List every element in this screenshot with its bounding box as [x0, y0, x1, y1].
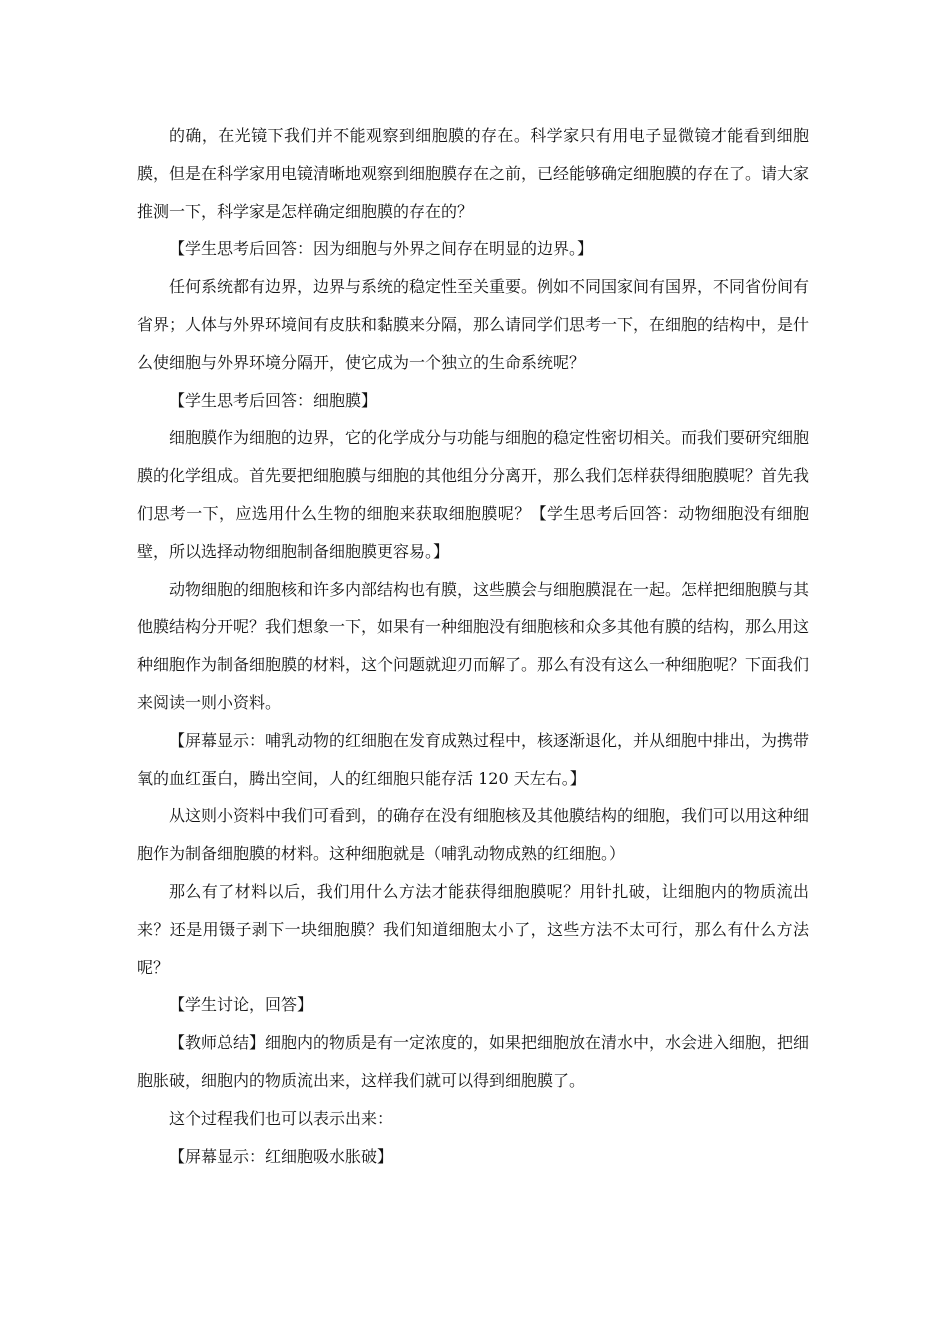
paragraph-student-answer-2: 【学生思考后回答：细胞膜】	[169, 390, 378, 410]
paragraph-screen-display-1: 【屏幕显示：哺乳动物的红细胞在发育成熟过程中，核逐渐退化，并从细胞中排出，为携带氧的血红蛋白，腾出空间，人的红细胞只能存活 120 天左右。】	[137, 730, 810, 788]
paragraph-material: 从这则小资料中我们可看到，的确存在没有细胞核及其他膜结构的细胞，我们可以用这种细胞作为制备细胞膜的材料。这种细胞就是（哺乳动物成熟的红细胞。）	[137, 806, 810, 864]
paragraph-boundary: 任何系统都有边界，边界与系统的稳定性至关重要。例如不同国家间有国界，不同省份间有省界；人体与外界环境间有皮肤和黏膜来分隔，那么请同学们思考一下，在细胞的结构中，是什么使细胞与外界环境分隔开，使它成为一个独立的生命系统呢？	[137, 277, 810, 372]
paragraph-membrane-composition: 细胞膜作为细胞的边界，它的化学成分与功能与细胞的稳定性密切相关。而我们要研究细胞膜的化学组成。首先要把细胞膜与细胞的其他组分分离开，那么我们怎样获得细胞膜呢？首先我们思考一下，应选用什么生物的细胞来获取细胞膜呢？【学生思考后回答：动物细胞没有细胞壁，所以选择动物细胞制备细胞膜更容易。】	[137, 428, 810, 561]
paragraph-process: 这个过程我们也可以表示出来：	[169, 1108, 394, 1128]
paragraph-teacher-summary: 【教师总结】细胞内的物质是有一定浓度的，如果把细胞放在清水中，水会进入细胞，把细胞胀破，细胞内的物质流出来，这样我们就可以得到细胞膜了。	[137, 1033, 810, 1090]
document-body	[137, 117, 809, 1175]
paragraph-student-answer-1: 【学生思考后回答：因为细胞与外界之间存在明显的边界。】	[169, 239, 594, 259]
paragraph-screen-display-2: 【屏幕显示：红细胞吸水胀破】	[169, 1146, 394, 1166]
paragraph-intro: 的确，在光镜下我们并不能观察到细胞膜的存在。科学家只有用电子显微镜才能看到细胞膜，但是在科学家用电镜清晰地观察到细胞膜存在之前，已经能够确定细胞膜的存在了。请大家推测一下，科学家是怎样确定细胞膜的存在的？	[137, 126, 810, 221]
paragraph-method: 那么有了材料以后，我们用什么方法才能获得细胞膜呢？用针扎破，让细胞内的物质流出来？还是用镊子剥下一块细胞膜？我们知道细胞太小了，这些方法不太可行，那么有什么方法呢？	[137, 881, 809, 977]
paragraph-student-discussion: 【学生讨论，回答】	[169, 995, 314, 1015]
paragraph-animal-cells: 动物细胞的细胞核和许多内部结构也有膜，这些膜会与细胞膜混在一起。怎样把细胞膜与其他膜结构分开呢？我们想象一下，如果有一种细胞没有细胞核和众多其他有膜的结构，那么用这种细胞作为制备细胞膜的材料，这个问题就迎刃而解了。那么有没有这么一种细胞呢？下面我们来阅读一则小资料。	[137, 579, 810, 712]
